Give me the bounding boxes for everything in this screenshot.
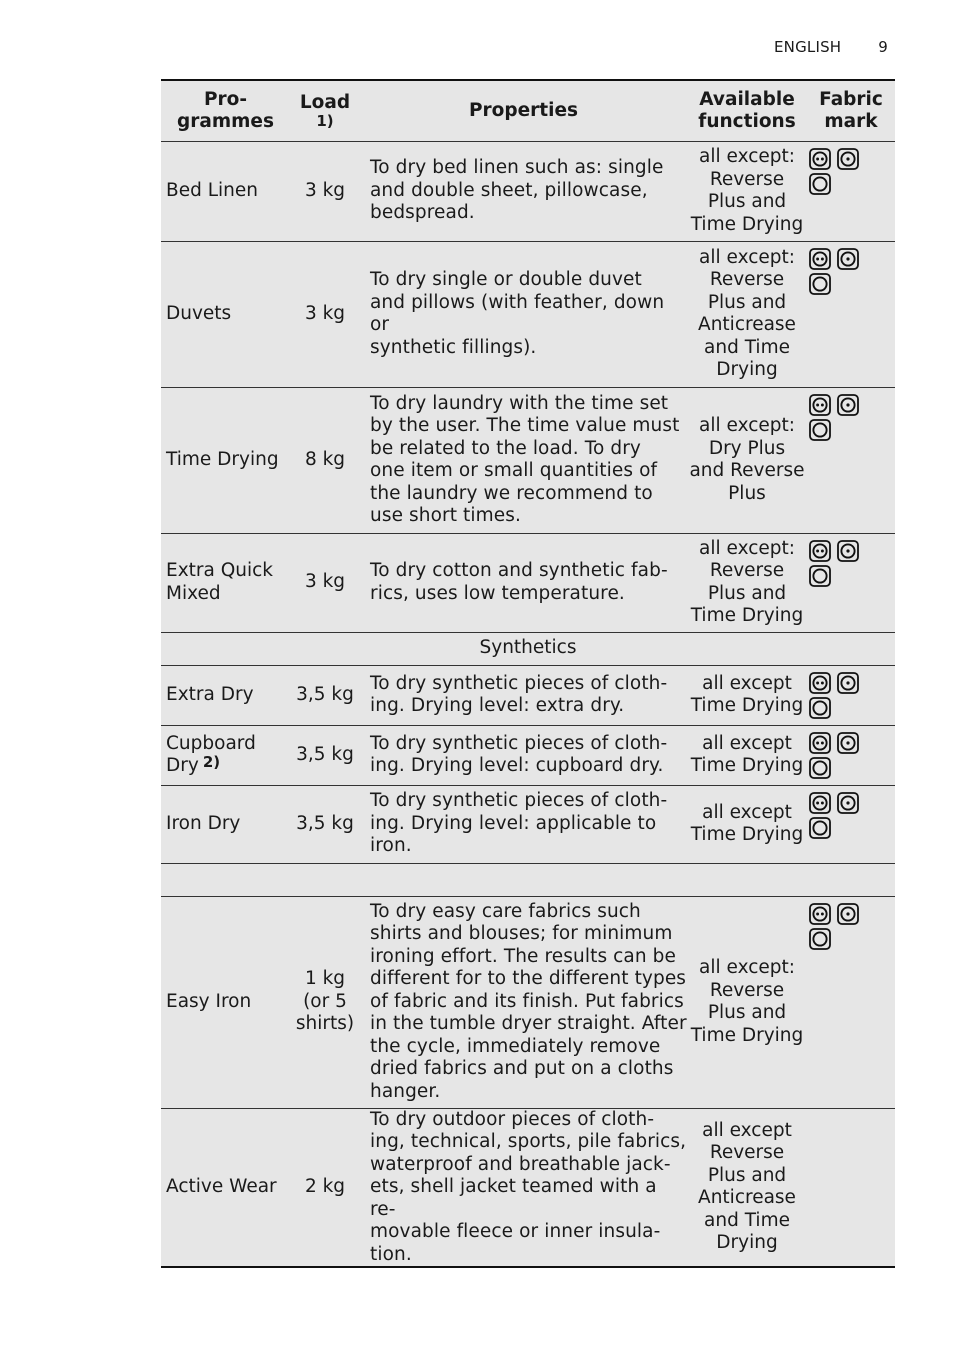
- available-functions: all except: Reverse Plus and Anticrease and Time Drying: [698, 246, 796, 380]
- programme-name: Active Wear: [166, 1176, 277, 1197]
- fabric-mark: [807, 533, 895, 632]
- tumble-dry-normal-heat-icon: [809, 148, 832, 171]
- tumble-dry-normal-heat-icon: [809, 394, 832, 417]
- load-footnote: 1): [316, 112, 334, 131]
- programme-properties: To dry easy care fabrics such shirts and blouses; for minimum ironing effort. The results can be different for to the different types of fabric and its finish. Put fabrics in the tumble dryer straight. After the cycle, immediately remove dried fabrics and put on a cloths hanger.: [370, 900, 687, 1102]
- tumble-dry-allowed-icon: [809, 565, 832, 588]
- available-functions: all except Time Drying: [690, 801, 804, 845]
- programme-load: 3 kg: [304, 179, 346, 201]
- table-row: [161, 785, 895, 863]
- col-functions: Available functions: [698, 88, 796, 132]
- fabric-icons: [809, 732, 895, 780]
- fabric-mark: [807, 241, 895, 387]
- available-functions: all except: Reverse Plus and Time Drying: [690, 957, 804, 1046]
- col-properties: Properties: [468, 99, 579, 121]
- programme-name: Extra Quick Mixed: [166, 560, 274, 604]
- programme-name: Duvets: [166, 302, 232, 324]
- available-functions: all except Time Drying: [690, 732, 804, 776]
- programme-footnote: 2): [202, 753, 221, 771]
- programme-name: Bed Linen: [166, 179, 258, 201]
- tumble-dry-allowed-icon: [809, 419, 832, 442]
- tumble-dry-low-heat-icon: [837, 394, 860, 417]
- fabric-icons: [809, 540, 895, 588]
- table-row: [161, 665, 895, 725]
- programme-load: 3 kg: [304, 302, 346, 324]
- tumble-dry-normal-heat-icon: [809, 903, 832, 926]
- programme-name: Easy Iron: [166, 990, 252, 1012]
- tumble-dry-allowed-icon: [809, 697, 832, 720]
- fabric-mark: [807, 725, 895, 785]
- programme-properties: To dry bed linen such as: single and double sheet, pillowcase, bedspread.: [370, 157, 664, 224]
- table-row: [161, 725, 895, 785]
- programme-load: 3,5 kg: [296, 743, 354, 765]
- programme-properties: To dry synthetic pieces of cloth- ing. Drying level: cupboard dry.: [370, 732, 668, 776]
- table-row: [161, 241, 895, 387]
- available-functions: all except: Reverse Plus and Time Drying: [690, 537, 804, 626]
- fabric-icons: [809, 394, 895, 442]
- tumble-dry-allowed-icon: [809, 928, 832, 951]
- tumble-dry-allowed-icon: [809, 757, 832, 780]
- fabric-icons: [809, 792, 895, 840]
- programme-properties: To dry synthetic pieces of cloth- ing. Drying level: extra dry.: [370, 672, 668, 716]
- tumble-dry-normal-heat-icon: [809, 672, 832, 695]
- programme-name: Cupboard Dry $^{2)}$: [166, 732, 256, 776]
- fabric-icons: [809, 903, 895, 951]
- programme-load: 1 kg (or 5 shirts): [295, 968, 355, 1035]
- available-functions: all except Reverse Plus and Anticrease and Time Drying: [698, 1119, 796, 1254]
- col-load: Load 1): [290, 80, 360, 141]
- fabric-icons: [809, 672, 895, 720]
- col-programmes: Pro- grammes: [177, 88, 274, 132]
- programme-load: 3,5 kg: [296, 812, 354, 834]
- page-number: 9: [878, 38, 888, 56]
- page-header: [774, 38, 888, 56]
- section-title: [161, 863, 895, 896]
- programme-name: Iron Dry: [166, 812, 241, 834]
- section-row: [161, 863, 895, 896]
- col-fabric: Fabric mark: [819, 88, 883, 132]
- tumble-dry-low-heat-icon: [837, 672, 860, 695]
- fabric-mark: [807, 141, 895, 241]
- tumble-dry-allowed-icon: [809, 273, 832, 296]
- fabric-mark: [807, 665, 895, 725]
- table-row: [161, 533, 895, 632]
- available-functions: all except: Reverse Plus and Time Drying: [690, 146, 804, 235]
- fabric-mark: [807, 896, 895, 1108]
- programme-load: 3 kg: [304, 571, 346, 593]
- tumble-dry-low-heat-icon: [837, 903, 860, 926]
- tumble-dry-low-heat-icon: [837, 540, 860, 563]
- tumble-dry-normal-heat-icon: [809, 540, 832, 563]
- programme-name: Time Drying: [166, 448, 279, 470]
- fabric-icons: [809, 148, 895, 196]
- tumble-dry-allowed-icon: [809, 817, 832, 840]
- tumble-dry-normal-heat-icon: [809, 732, 832, 755]
- programme-properties: To dry cotton and synthetic fab- rics, uses low temperature.: [370, 560, 668, 604]
- programme-properties: To dry outdoor pieces of cloth- ing, technical, sports, pile fabrics, waterproof and breathable jack- ets, shell jacket teamed with a re- movable fleece or inner insula- tion.: [370, 1108, 687, 1265]
- section-row: [161, 632, 895, 665]
- section-title: Synthetics: [479, 637, 577, 659]
- table-row: [161, 1108, 895, 1267]
- programme-load: 3,5 kg: [296, 683, 354, 705]
- tumble-dry-low-heat-icon: [837, 248, 860, 271]
- fabric-icons: [809, 248, 895, 296]
- tumble-dry-normal-heat-icon: [809, 792, 832, 815]
- table-row: [161, 387, 895, 533]
- fabric-mark: [807, 1108, 895, 1267]
- tumble-dry-low-heat-icon: [837, 732, 860, 755]
- tumble-dry-allowed-icon: [809, 173, 832, 196]
- programme-load: 2 kg: [304, 1176, 346, 1197]
- language-label: ENGLISH: [773, 38, 842, 56]
- fabric-mark: [807, 785, 895, 863]
- tumble-dry-low-heat-icon: [837, 148, 860, 171]
- programme-properties: To dry laundry with the time set by the user. The time value must be related to the load. To dry one item or small quantities of the laundry we recommend to use short times.: [370, 392, 680, 526]
- tumble-dry-low-heat-icon: [837, 792, 860, 815]
- programme-properties: To dry single or double duvet and pillows (with feather, down or synthetic fillings).: [370, 269, 665, 358]
- programme-table: [161, 79, 895, 1268]
- programme-name: Extra Dry: [166, 683, 254, 705]
- programme-properties: To dry synthetic pieces of cloth- ing. Drying level: applicable to iron.: [370, 790, 668, 857]
- available-functions: all except Time Drying: [690, 672, 804, 716]
- available-functions: all except: Dry Plus and Reverse Plus: [689, 415, 805, 504]
- table-row: [161, 896, 895, 1108]
- programme-load: 8 kg: [304, 448, 346, 470]
- tumble-dry-normal-heat-icon: [809, 248, 832, 271]
- table-header-row: [161, 80, 895, 141]
- table-row: [161, 141, 895, 241]
- fabric-mark: [807, 387, 895, 533]
